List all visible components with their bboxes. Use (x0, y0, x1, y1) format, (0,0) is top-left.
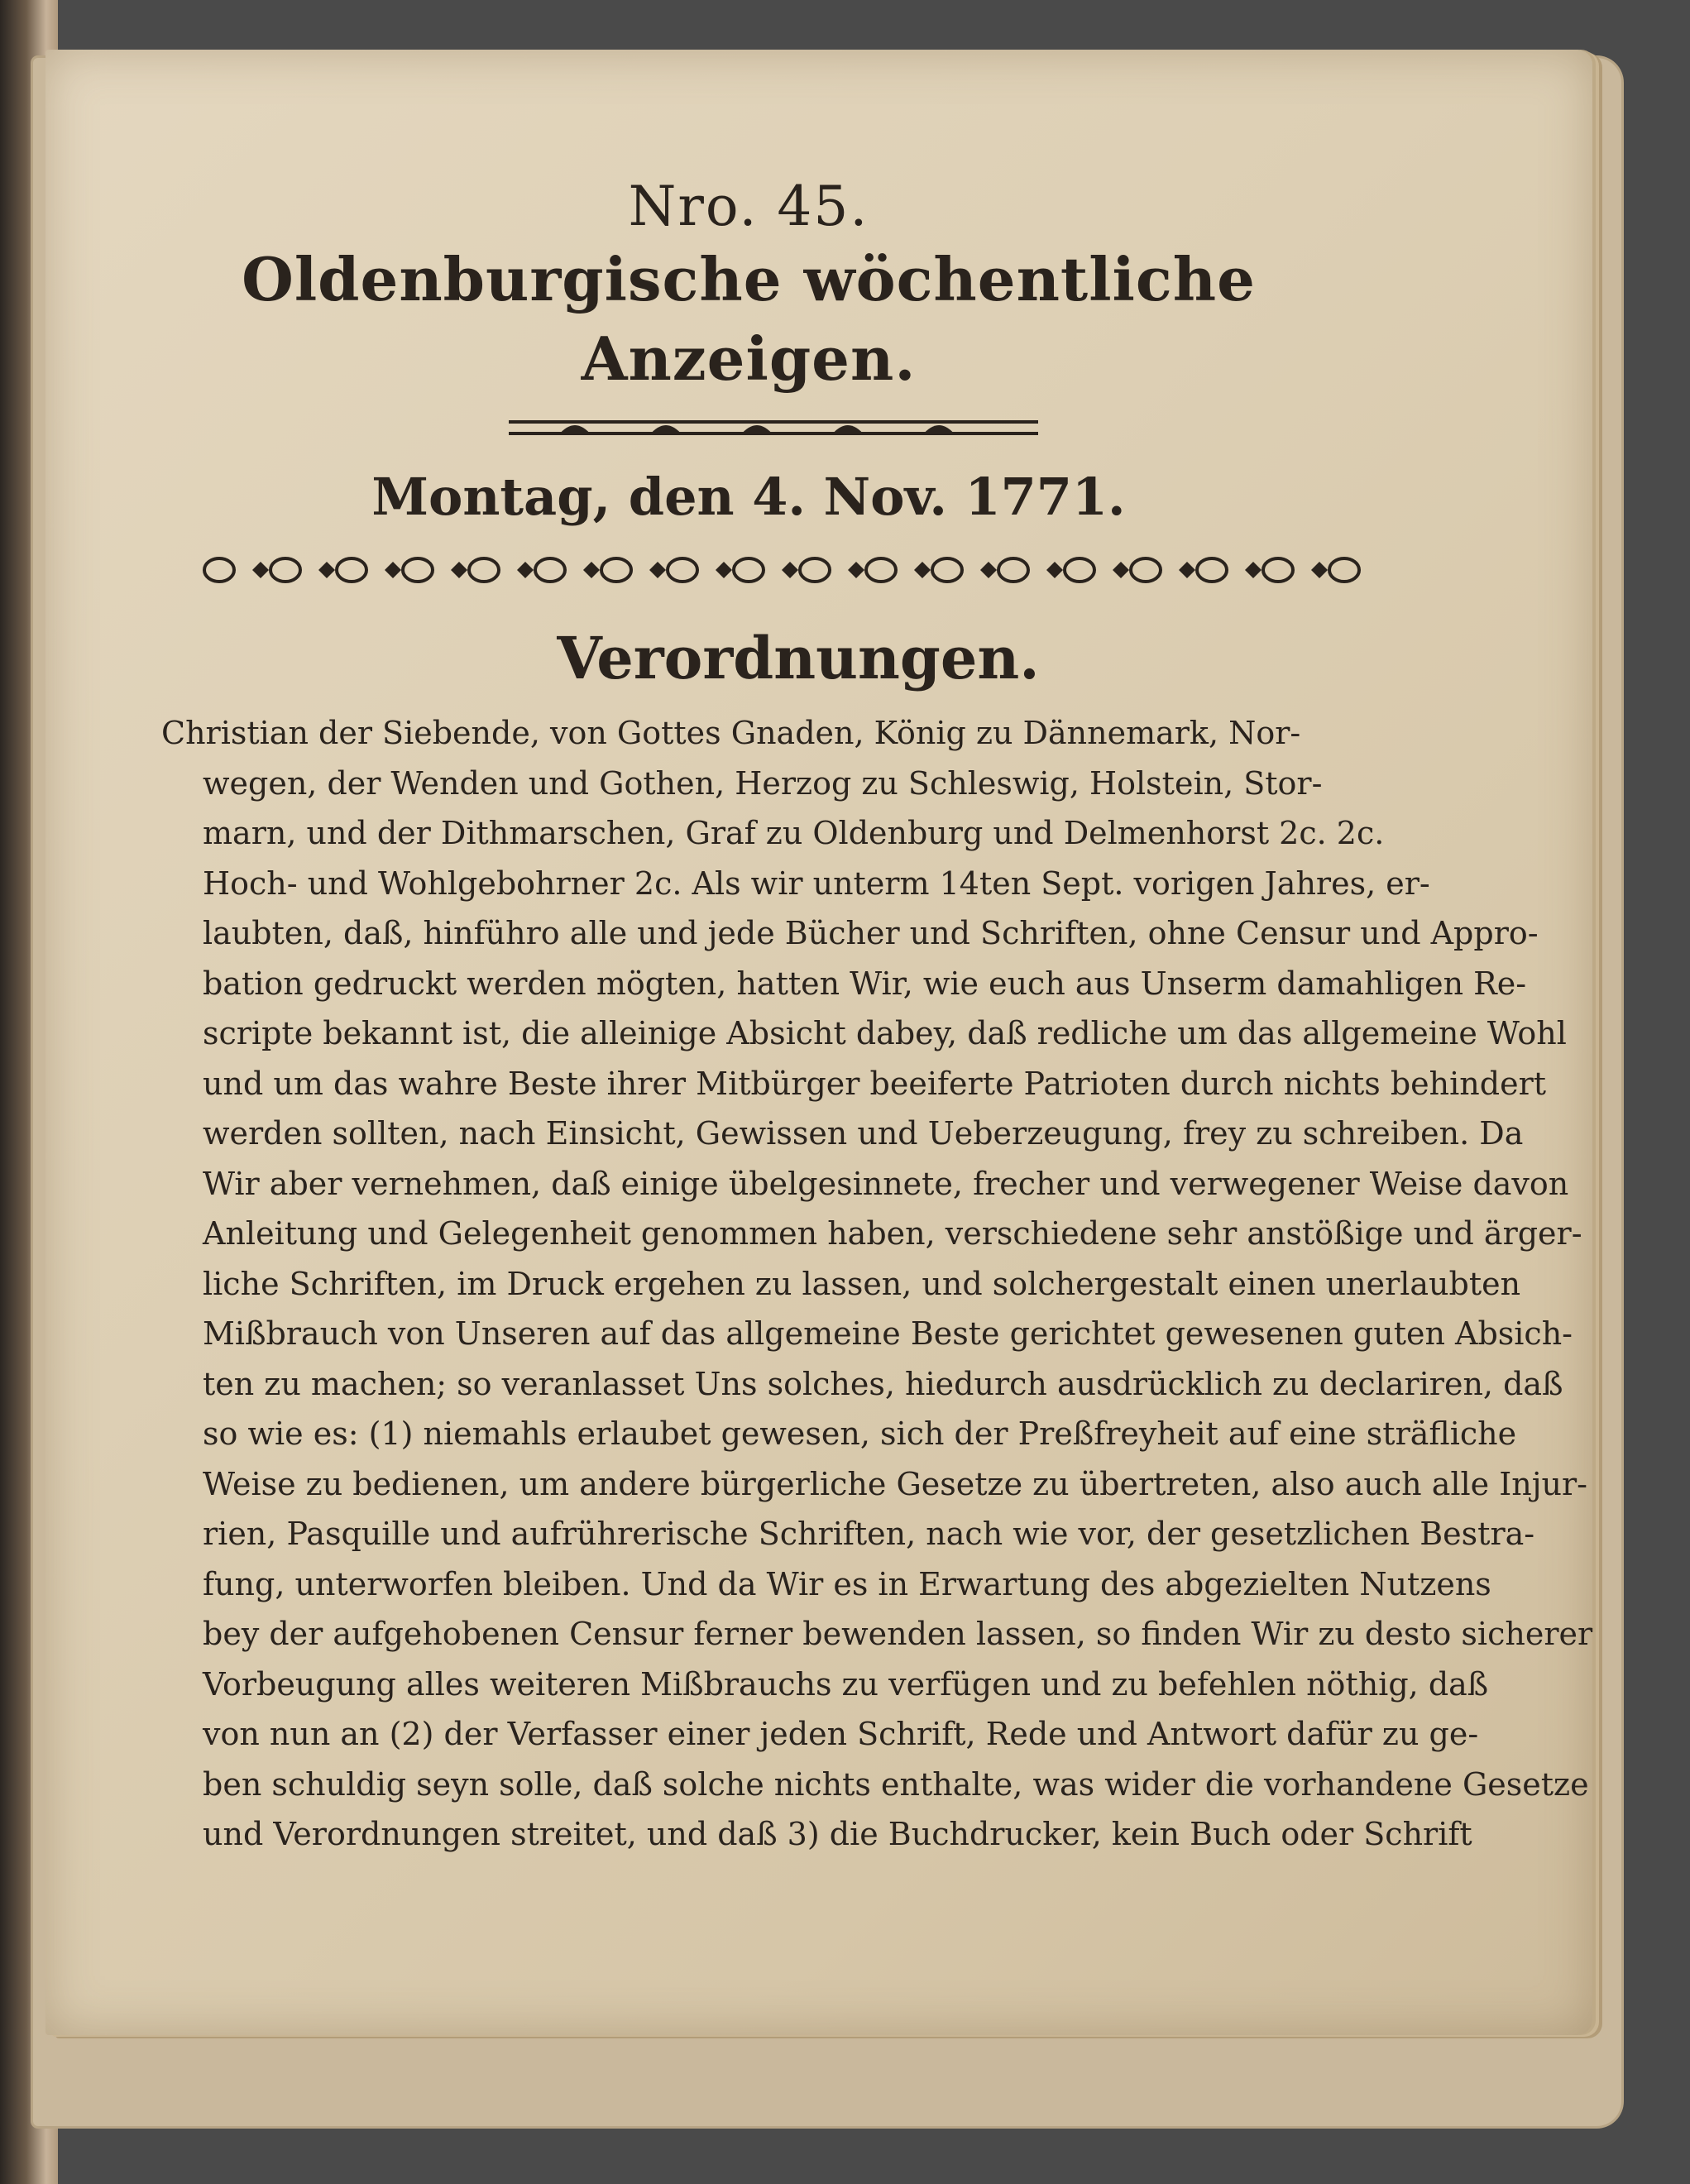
page-content (161, 174, 1593, 1860)
section-title: Verordnungen. (557, 624, 1040, 692)
body-text (161, 708, 1593, 1860)
text-line: ten zu machen; so veranlasset Uns solches, hiedurch ausdrücklich zu declariren, daß (203, 1365, 1563, 1402)
text-line: bey der aufgehobenen Censur ferner bewenden lassen, so finden Wir zu desto sicherer (203, 1616, 1593, 1652)
text-line: von nun an (2) der Verfasser einer jeden Schrift, Rede und Antwort dafür zu ge- (203, 1716, 1479, 1752)
text-line: Christian der Siebende, von Gottes Gnaden, König zu Dännemark, Nor- (161, 715, 1301, 751)
text-line: fung, unterworfen bleiben. Und da Wir es in Erwartung des abgezielten Nutzens (203, 1565, 1491, 1602)
text-line: werden sollten, nach Einsicht, Gewissen und Ueberzeugung, frey zu schreiben. Da (203, 1115, 1524, 1152)
text-line: marn, und der Dithmarschen, Graf zu Oldenburg und Delmenhorst 2c. 2c. (203, 815, 1385, 851)
text-line: wegen, der Wenden und Gothen, Herzog zu Schleswig, Holstein, Stor- (203, 764, 1323, 802)
decorative-rule (509, 414, 1038, 442)
masthead-title: Oldenburgische wöchentliche Anzeigen. (242, 244, 1256, 394)
text-line: bation gedruckt werden mögten, hatten Wir, wie euch aus Unserm damahligen Re- (203, 965, 1527, 1002)
text-line: liche Schriften, im Druck ergehen zu lassen, und solchergestalt einen unerlaubten (203, 1265, 1521, 1302)
text-line: und Verordnungen streitet, und daß 3) die Buchdrucker, kein Buch oder Schrift (203, 1816, 1472, 1852)
text-line: rien, Pasquille und aufrührerische Schriften, nach wie vor, der gesetzlichen Bestra- (203, 1516, 1535, 1552)
text-line: Hoch- und Wohlgebohrner 2c. Als wir unterm 14ten Sept. vorigen Jahres, er- (203, 864, 1430, 902)
issue-number: Nro. 45. (628, 175, 869, 238)
text-line: Anleitung und Gelegenheit genommen haben, verschiedene sehr anstößige und ärger- (203, 1215, 1582, 1252)
text-line: und um das wahre Beste ihrer Mitbürger beeiferte Patrioten durch nichts behindert (203, 1065, 1547, 1102)
text-line: Wir aber vernehmen, daß einige übelgesinnete, frecher und verwegener Weise davon (203, 1165, 1569, 1202)
text-line: scripte bekannt ist, die alleinige Absicht dabey, daß redliche um das allgemeine Wohl (203, 1015, 1567, 1051)
issue-date: Montag, den 4. Nov. 1771. (371, 467, 1126, 527)
text-line: so wie es: (1) niemahls erlaubet gewesen, sich der Preßfreyheit auf eine sträfliche (203, 1415, 1517, 1452)
newspaper-page (45, 50, 1592, 2035)
text-line: Vorbeugung alles weiteren Mißbrauchs zu verfügen und zu befehlen nöthig, daß (203, 1665, 1489, 1703)
ornament-border (194, 549, 1386, 591)
text-line: laubten, daß, hinführo alle und jede Bücher und Schriften, ohne Censur und Appro- (203, 915, 1539, 951)
text-line: Weise zu bedienen, um andere bürgerliche Gesetze zu übertreten, also auch alle Injur- (203, 1465, 1587, 1502)
text-line: ben schuldig seyn solle, daß solche nichts enthalte, was wider die vorhandene Gesetze (203, 1765, 1589, 1803)
text-line: Mißbrauch von Unseren auf das allgemeine Beste gerichtet gewesenen guten Absich- (203, 1315, 1573, 1352)
